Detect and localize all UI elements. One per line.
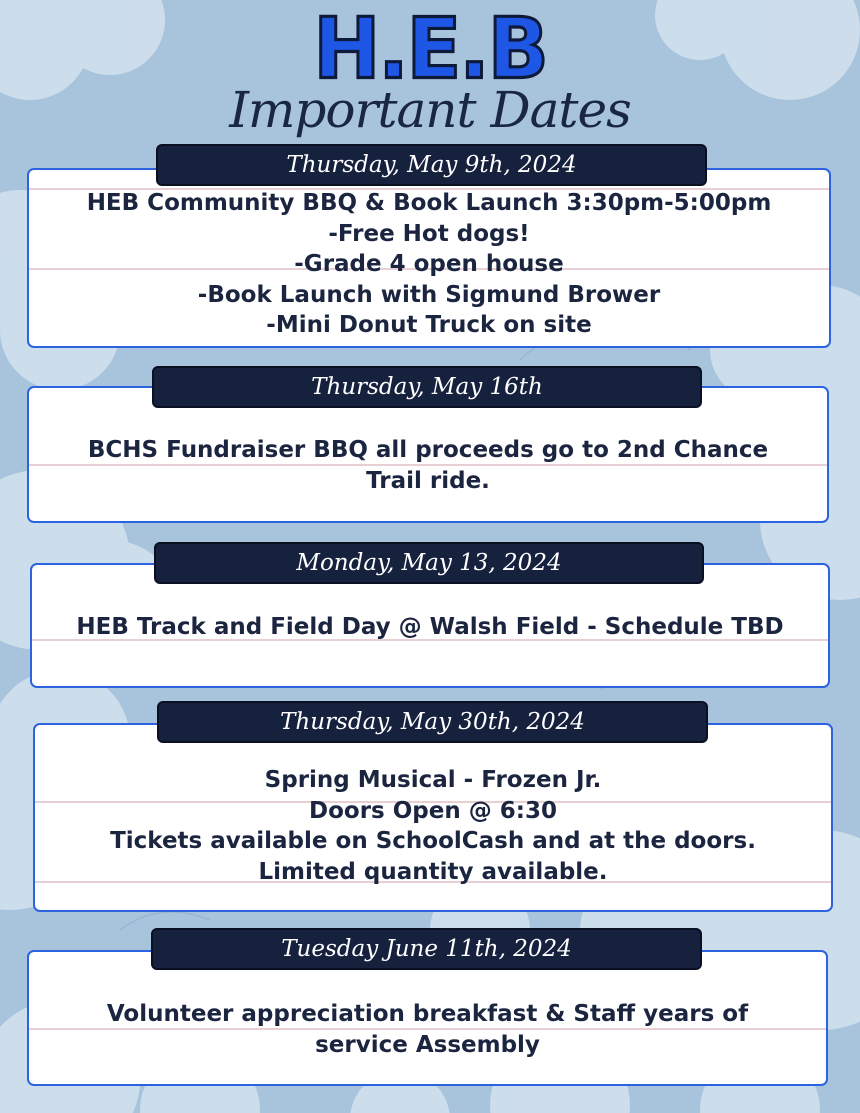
event-1-line-3: -Grade 4 open house bbox=[294, 251, 564, 277]
event-card-5 bbox=[27, 950, 828, 1086]
event-card-1 bbox=[27, 168, 831, 348]
event-3-date-banner: Monday, May 13, 2024 bbox=[154, 542, 704, 584]
event-5-line-1: Volunteer appreciation breakfast & Staff years of bbox=[106, 1001, 749, 1027]
event-3-line-1: HEB Track and Field Day @ Walsh Field - Schedule TBD bbox=[76, 614, 784, 640]
page-subtitle: Important Dates bbox=[229, 81, 631, 139]
event-4-line-4: Limited quantity available. bbox=[258, 858, 608, 885]
page-title: H.E.B bbox=[313, 0, 547, 98]
event-4-line-1: Spring Musical - Frozen Jr. bbox=[264, 767, 602, 793]
event-2-date-banner: Thursday, May 16th bbox=[152, 366, 702, 408]
event-4-line-3: Tickets available on SchoolCash and at the doors. bbox=[110, 828, 756, 854]
event-2-line-1: BCHS Fundraiser BBQ all proceeds go to 2nd Chance bbox=[87, 437, 769, 463]
event-1-line-1: HEB Community BBQ & Book Launch 3:30pm-5:00pm bbox=[86, 190, 772, 216]
event-1-line-5: -Mini Donut Truck on site bbox=[266, 312, 592, 338]
event-5-line-2: service Assembly bbox=[315, 1031, 540, 1058]
event-5-date-banner: Tuesday June 11th, 2024 bbox=[151, 928, 702, 970]
event-2-line-2: Trail ride. bbox=[366, 467, 490, 494]
event-4-date-banner: Thursday, May 30th, 2024 bbox=[157, 701, 708, 743]
event-1-date-banner: Thursday, May 9th, 2024 bbox=[156, 144, 707, 186]
event-card-4 bbox=[33, 723, 833, 912]
event-1-line-4: -Book Launch with Sigmund Brower bbox=[197, 281, 661, 308]
event-1-line-2: -Free Hot dogs! bbox=[328, 220, 530, 247]
event-4-line-2: Doors Open @ 6:30 bbox=[309, 797, 557, 824]
